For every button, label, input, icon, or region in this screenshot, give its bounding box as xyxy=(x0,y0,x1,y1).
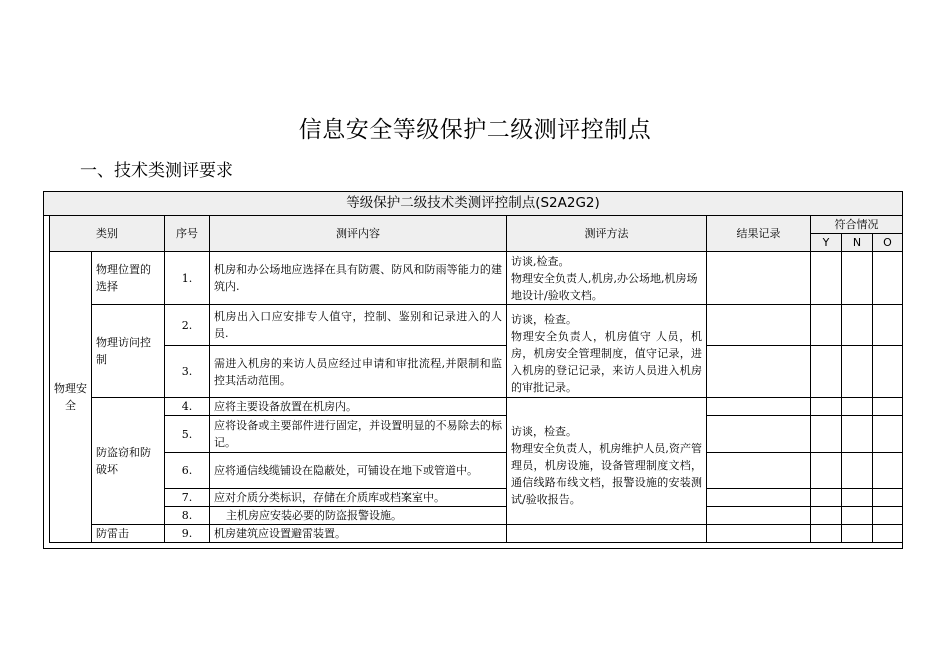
seq-cell: 6. xyxy=(165,453,210,489)
content-cell: 机房和办公场地应选择在具有防震、防风和防雨等能力的建筑内. xyxy=(210,252,507,305)
table-row xyxy=(50,453,903,489)
table-row xyxy=(50,525,903,543)
n-cell xyxy=(842,489,873,507)
table-caption: 等级保护二级技术类测评控制点(S2A2G2) xyxy=(44,192,902,216)
table-row xyxy=(50,305,903,346)
document-title: 信息安全等级保护二级测评控制点 xyxy=(298,117,652,143)
table-row xyxy=(50,416,903,453)
n-cell xyxy=(842,398,873,416)
y-cell xyxy=(811,507,842,525)
n-cell xyxy=(842,305,873,346)
o-cell xyxy=(873,252,903,305)
method-cell xyxy=(507,398,707,525)
y-cell xyxy=(811,398,842,416)
content-cell: 应将设备或主要部件进行固定，并设置明显的不易除去的标记。 xyxy=(210,416,507,453)
header-method: 测评方法 xyxy=(507,216,707,252)
n-cell xyxy=(842,346,873,398)
subcategory-cell: 防盗窃和防破坏 xyxy=(92,398,165,525)
result-cell xyxy=(707,346,811,398)
header-y: Y xyxy=(811,234,842,252)
o-cell xyxy=(873,453,903,489)
o-cell xyxy=(873,489,903,507)
seq-cell: 1. xyxy=(165,252,210,305)
n-cell xyxy=(842,525,873,543)
section-heading: 一、技术类测评要求 xyxy=(80,161,233,181)
method-cell xyxy=(507,252,707,305)
o-cell xyxy=(873,346,903,398)
content-cell: 应对介质分类标识，存储在介质库或档案室中。 xyxy=(210,489,507,507)
y-cell xyxy=(811,252,842,305)
table-row xyxy=(50,398,903,416)
header-o: O xyxy=(873,234,903,252)
method-cell xyxy=(507,305,707,398)
content-cell: 机房建筑应设置避雷装置。 xyxy=(210,525,507,543)
result-cell xyxy=(707,416,811,453)
o-cell xyxy=(873,305,903,346)
control-points-grid xyxy=(49,215,903,543)
header-result: 结果记录 xyxy=(707,216,811,252)
y-cell xyxy=(811,305,842,346)
seq-cell: 7. xyxy=(165,489,210,507)
method-text: 访谈，检查。 物理安全负责人，机房维护人员,资产管理员，机房设施，设备管理制度文档，通信线路布线文档，报警设施的安装测试/验收报告。 xyxy=(511,424,702,506)
table-row xyxy=(50,507,903,525)
content-cell: 需进入机房的来访人员应经过申请和审批流程,并限制和监控其活动范围。 xyxy=(210,346,507,398)
content-cell: 应将主要设备放置在机房内。 xyxy=(210,398,507,416)
o-cell xyxy=(873,398,903,416)
header-seq: 序号 xyxy=(165,216,210,252)
n-cell xyxy=(842,416,873,453)
header-n: N xyxy=(842,234,873,252)
table-row xyxy=(50,252,903,305)
o-cell xyxy=(873,507,903,525)
result-cell xyxy=(707,525,811,543)
o-cell xyxy=(873,416,903,453)
o-cell xyxy=(873,525,903,543)
subcategory-cell: 物理访问控制 xyxy=(92,305,165,398)
y-cell xyxy=(811,346,842,398)
control-points-table xyxy=(43,191,903,549)
content-cell: 机房出入口应安排专人值守，控制、鉴别和记录进入的人员. xyxy=(210,305,507,346)
n-cell xyxy=(842,252,873,305)
result-cell xyxy=(707,398,811,416)
seq-cell: 9. xyxy=(165,525,210,543)
content-cell: 应将通信线缆铺设在隐蔽处，可铺设在地下或管道中。 xyxy=(210,453,507,489)
header-category: 类别 xyxy=(50,216,165,252)
subcategory-cell: 物理位置的选择 xyxy=(92,252,165,305)
y-cell xyxy=(811,416,842,453)
table-row xyxy=(50,346,903,398)
subcategory-cell: 防雷击 xyxy=(92,525,165,543)
result-cell xyxy=(707,252,811,305)
seq-cell: 2. xyxy=(165,305,210,346)
n-cell xyxy=(842,453,873,489)
y-cell xyxy=(811,489,842,507)
seq-cell: 8. xyxy=(165,507,210,525)
seq-cell: 4. xyxy=(165,398,210,416)
seq-cell: 3. xyxy=(165,346,210,398)
n-cell xyxy=(842,507,873,525)
method-text: 访谈，检查。 物理安全负责人，机房值守 人员，机房，机房安全管理制度，值守记录，进入机房的登记记录，来访人员进入机房的审批记录。 xyxy=(511,312,702,394)
content-cell: 主机房应安装必要的防盗报警设施。 xyxy=(210,507,507,525)
header-compliance: 符合情况 xyxy=(811,216,903,234)
y-cell xyxy=(811,525,842,543)
result-cell xyxy=(707,305,811,346)
result-cell xyxy=(707,507,811,525)
result-cell xyxy=(707,489,811,507)
category-main-cell: 物理安全 xyxy=(50,252,92,543)
method-cell xyxy=(507,525,707,543)
table-row xyxy=(50,489,903,507)
method-text: 访谈,检查。 物理安全负责人,机房,办公场地,机房场地设计/验收文档。 xyxy=(511,254,698,302)
seq-cell: 5. xyxy=(165,416,210,453)
header-content: 测评内容 xyxy=(210,216,507,252)
y-cell xyxy=(811,453,842,489)
result-cell xyxy=(707,453,811,489)
